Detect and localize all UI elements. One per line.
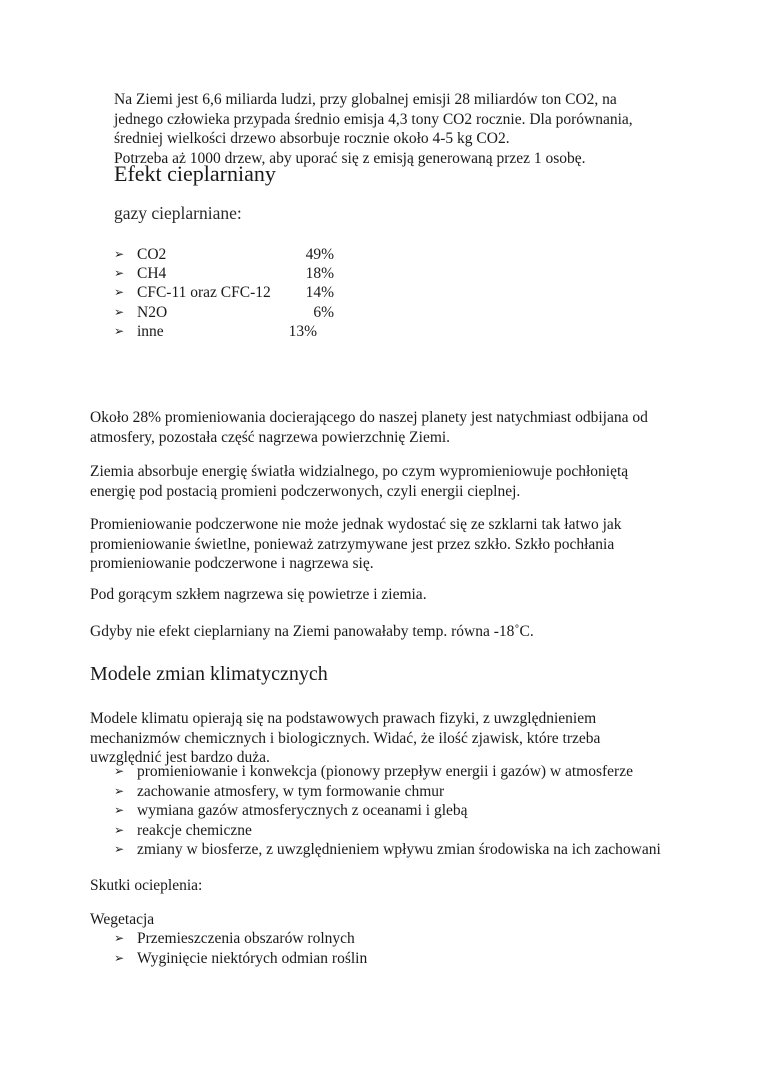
paragraph-line: Modele klimatu opierają się na podstawowych prawach fizyki, z uwzględnieniem: [90, 710, 597, 727]
arrow-bullet-icon: ➢: [114, 285, 125, 300]
climate-models-intro: [90, 709, 600, 768]
gas-name: N2O: [137, 303, 168, 321]
gas-percentage: 14%: [305, 284, 334, 302]
arrow-bullet-icon: ➢: [114, 266, 125, 281]
paragraph-line: uwzględnić jest bardzo duża.: [90, 749, 270, 766]
list-item-text: Przemieszczenia obszarów rolnych: [137, 930, 355, 947]
arrow-bullet-icon: ➢: [114, 304, 125, 319]
arrow-bullet-icon: ➢: [114, 803, 125, 817]
list-item-text: promieniowanie i konwekcja (pionowy przepływ energii i gazów) w atmosferze: [137, 763, 633, 780]
climate-models-heading: Modele zmian klimatycznych: [90, 663, 328, 685]
list-item-text: Wyginięcie niektórych odmian roślin: [137, 949, 368, 967]
gas-percentage: 18%: [305, 265, 334, 283]
gas-list-item: [114, 264, 334, 283]
arrow-bullet-icon: ➢: [114, 764, 125, 778]
paragraph-hot-glass: [90, 585, 427, 605]
paragraph-line: Promieniowanie podczerwone nie może jednak wydostać się ze szklarni tak łatwo jak: [90, 516, 622, 533]
arrow-bullet-icon: ➢: [114, 842, 125, 856]
gas-list-item: [114, 283, 334, 302]
gas-name: CH4: [137, 265, 167, 283]
paragraph-line: Pod gorącym szkłem nagrzewa się powietrze i ziemia.: [90, 586, 427, 603]
arrow-bullet-icon: ➢: [114, 323, 125, 338]
vegetation-label: Wegetacja: [90, 911, 155, 928]
effects-heading: Skutki ocieplenia:: [90, 877, 203, 894]
paragraph-line: mechanizmów chemicznych i biologicznych. Widać, że ilość zjawisk, które trzeba: [90, 729, 601, 747]
intro-line: jednego człowieka przypada średnio emisja 4,3 tony CO2 rocznie. Dla porównania,: [114, 110, 633, 128]
intro-paragraph: [114, 90, 633, 168]
gas-name: CFC-11 oraz CFC-12: [137, 284, 271, 302]
gas-name: inne: [137, 322, 164, 340]
intro-line: średniej wielkości drzewo absorbuje rocznie około 4-5 kg CO2.: [114, 130, 510, 147]
arrow-bullet-icon: ➢: [114, 931, 125, 945]
gas-percentage: 13%: [288, 322, 317, 340]
paragraph-line: promieniowanie świetlne, ponieważ zatrzymywane jest przez szkło. Szkło pochłania: [90, 535, 615, 553]
paragraph-line: Ziemia absorbuje energię światła widzialnego, po czym wypromieniowuje pochłoniętą: [90, 463, 629, 480]
gas-list-item: [114, 322, 317, 341]
paragraph-line: promieniowanie podczerwone i nagrzewa się.: [90, 555, 374, 572]
list-item-text: zachowanie atmosfery, w tym formowanie chmur: [137, 782, 445, 800]
paragraph-line: atmosfery, pozostała część nagrzewa powierzchnię Ziemi.: [90, 428, 451, 446]
gas-list-item: [114, 303, 334, 322]
arrow-bullet-icon: ➢: [114, 247, 125, 261]
arrow-bullet-icon: ➢: [114, 822, 125, 837]
list-item-text: wymiana gazów atmosferycznych z oceanami i glebą: [137, 802, 468, 819]
list-item-text: zmiany w biosferze, z uwzględnieniem wpływu zmian środowiska na ich zachowani: [137, 841, 661, 858]
gas-percentage: 6%: [313, 303, 334, 321]
paragraph-temperature: [90, 622, 534, 642]
paragraph-infrared: [90, 515, 622, 574]
greenhouse-gas-list: [114, 245, 334, 341]
greenhouse-heading: Efekt cieplarniany: [114, 161, 276, 186]
gas-list-item: [114, 245, 334, 264]
paragraph-reflection: [90, 408, 648, 447]
greenhouse-subheading: gazy cieplarniane:: [114, 203, 242, 223]
arrow-bullet-icon: ➢: [114, 950, 125, 965]
intro-line: Potrzeba aż 1000 drzew, aby uporać się z emisją generowaną przez 1 osobę.: [114, 149, 586, 167]
gas-percentage: 49%: [305, 246, 334, 263]
paragraph-absorption: [90, 462, 628, 501]
paragraph-line: Około 28% promieniowania docierającego do naszej planety jest natychmiast odbijana od: [90, 409, 648, 426]
paragraph-line: Gdyby nie efekt cieplarniany na Ziemi panowałaby temp. równa -18˚C.: [90, 623, 534, 640]
gas-name: CO2: [137, 246, 167, 263]
paragraph-line: energię pod postacią promieni podczerwonych, czyli energii cieplnej.: [90, 482, 521, 500]
arrow-bullet-icon: ➢: [114, 783, 125, 798]
intro-line: Na Ziemi jest 6,6 miliarda ludzi, przy globalnej emisji 28 miliardów ton CO2, na: [114, 91, 617, 108]
list-item-text: reakcje chemiczne: [137, 821, 252, 839]
